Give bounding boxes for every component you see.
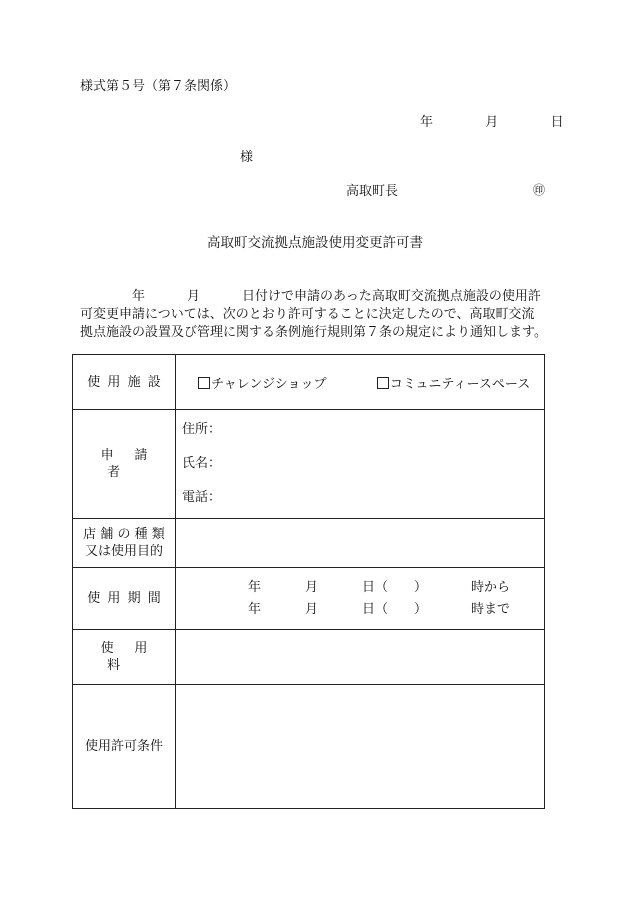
period-end: 年 月 日（ ） 時まで <box>248 601 511 617</box>
label-fee: 使用料 <box>73 630 176 685</box>
facility-options <box>176 355 545 410</box>
option-challenge-shop: チャレンジショップ <box>211 376 327 392</box>
body-line-2: 可変更申請については、次のとおり許可することに決定したので、高取町交流 <box>80 307 535 322</box>
label-conditions: 使用許可条件 <box>73 685 176 809</box>
applicant-name-label: 氏名： <box>182 456 222 471</box>
date-day: 日 <box>550 115 564 130</box>
row-conditions <box>73 685 545 809</box>
permit-table <box>72 354 545 809</box>
body-line-1 <box>80 288 560 306</box>
option-community-space: コミュニティースペース <box>389 376 531 392</box>
period-start: 年 月 日（ ） 時から <box>248 579 511 595</box>
body-line-3: 拠点施設の設置及び管理に関する条例施行規則第７条の規定により通知します。 <box>80 325 547 340</box>
row-store-type <box>73 519 545 568</box>
row-period <box>73 568 545 630</box>
checkbox-community-space[interactable] <box>377 377 389 389</box>
form-number: 様式第５号（第７条関係） <box>80 79 237 94</box>
label-applicant: 申請者 <box>73 410 176 519</box>
label-facility: 使用施設 <box>73 355 176 410</box>
addressee-suffix: 様 <box>240 150 254 165</box>
checkbox-challenge-shop[interactable] <box>198 377 210 389</box>
row-facility <box>73 355 545 410</box>
issuer-name: 高取町長 <box>346 184 399 199</box>
applicant-fields <box>176 410 545 519</box>
body-year: 年 <box>132 289 146 304</box>
conditions-value <box>176 685 545 809</box>
issue-date <box>420 116 564 129</box>
row-fee <box>73 630 545 685</box>
body-month: 月 <box>187 289 201 304</box>
label-store-type: 店舗の種類 又は使用目的 <box>73 519 176 568</box>
applicant-address-label: 住所： <box>182 422 222 437</box>
row-applicant <box>73 410 545 519</box>
date-month: 月 <box>485 115 499 130</box>
fee-value <box>176 630 545 685</box>
document-title: 高取町交流拠点施設使用変更許可書 <box>207 235 423 251</box>
seal-mark: ㊞ <box>533 183 546 197</box>
label-period: 使用期間 <box>73 568 176 630</box>
date-year: 年 <box>420 115 434 130</box>
store-type-value <box>176 519 545 568</box>
period-values <box>176 568 545 630</box>
body-line-1-text: 日付けで申請のあった高取町交流拠点施設の使用許 <box>242 289 541 304</box>
body-text <box>80 288 560 342</box>
applicant-phone-label: 電話： <box>182 490 222 505</box>
